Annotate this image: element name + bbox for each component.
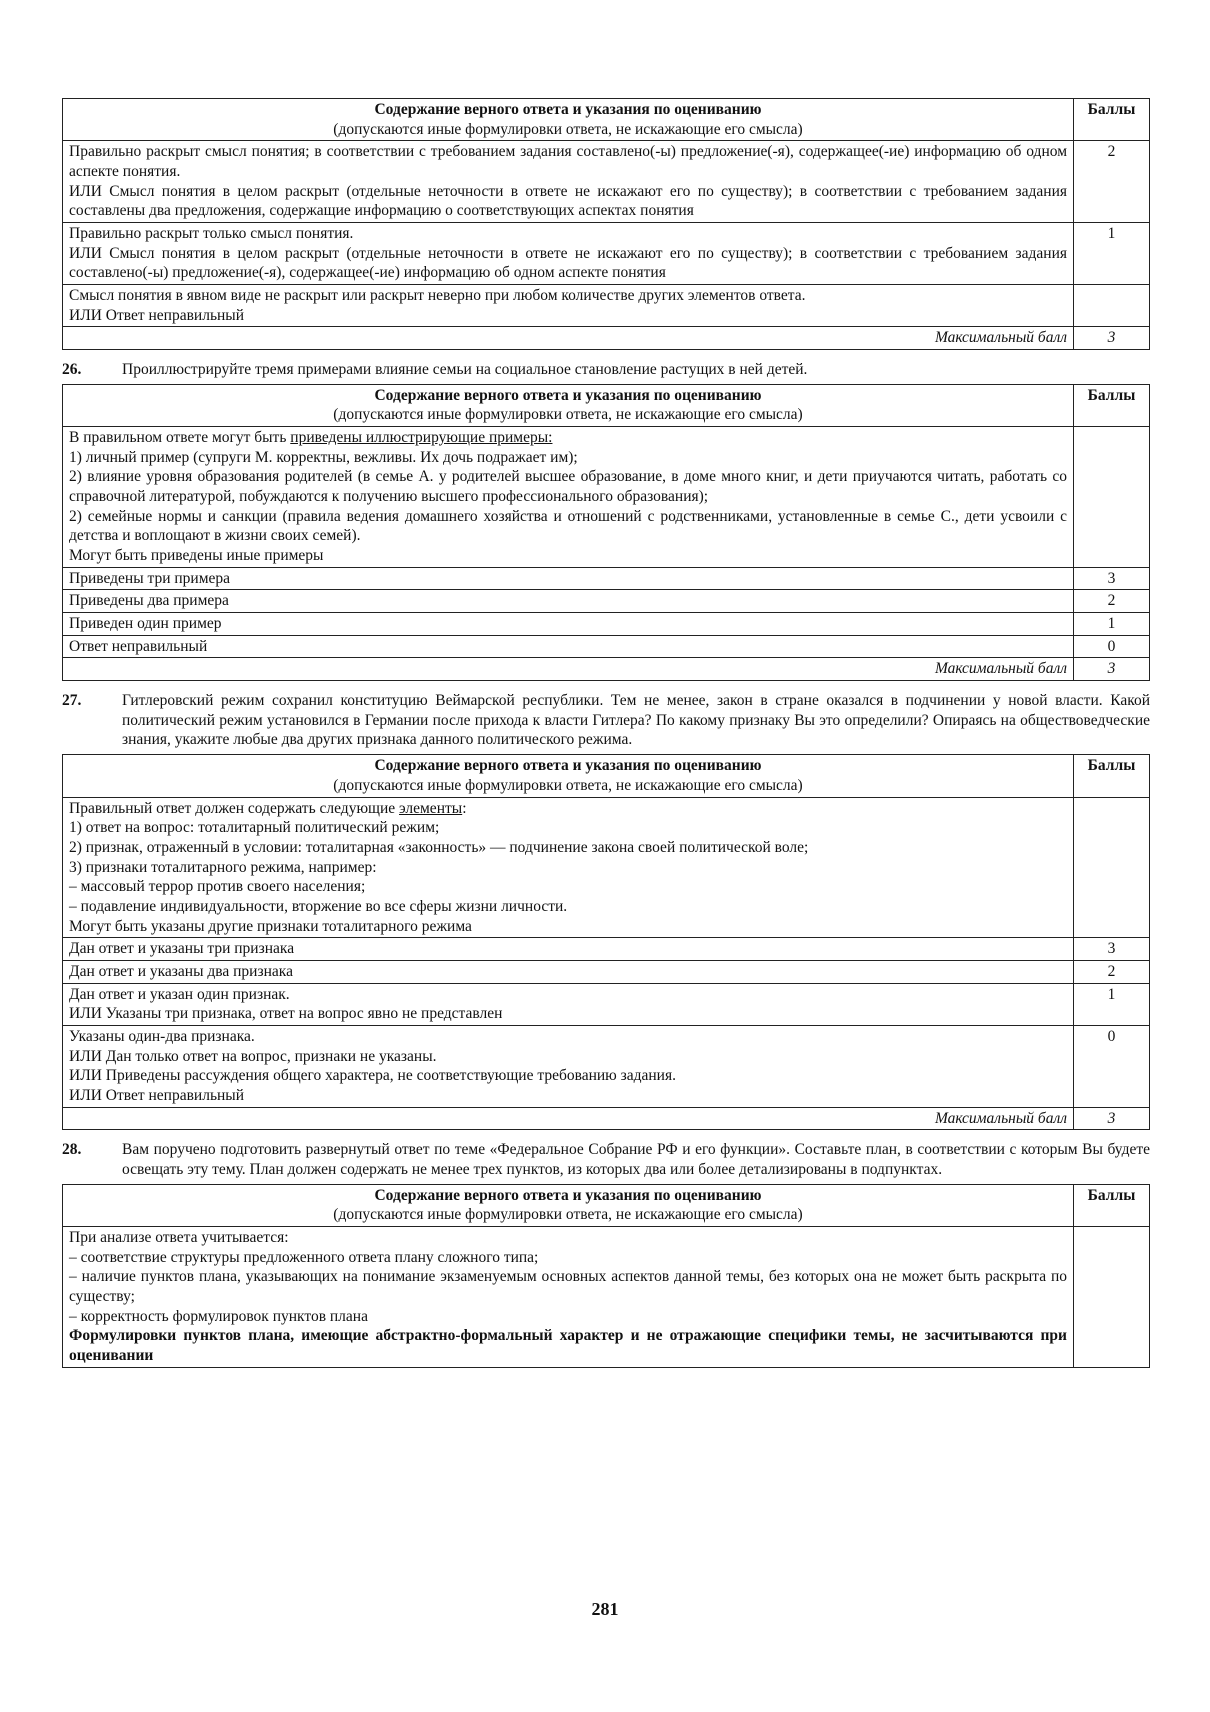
score-label: Приведены два примера bbox=[63, 590, 1074, 613]
max-score-row bbox=[63, 658, 1150, 681]
max-score-value: 3 bbox=[1074, 327, 1150, 350]
answer-item: Могут быть приведены иные примеры bbox=[69, 547, 324, 565]
score-line: ИЛИ Дан только ответ на вопрос, признаки не указаны. bbox=[69, 1047, 437, 1065]
points-empty bbox=[1074, 427, 1150, 568]
points-header: Баллы bbox=[1074, 755, 1150, 797]
table-row bbox=[63, 938, 1150, 961]
score-line: Дан ответ и указаны три признака bbox=[69, 940, 295, 958]
table-row bbox=[63, 635, 1150, 658]
score-label bbox=[63, 960, 1074, 983]
score-label bbox=[63, 938, 1074, 961]
criteria-table-25 bbox=[62, 98, 1150, 350]
points-header: Баллы bbox=[1074, 384, 1150, 426]
points-value: 2 bbox=[1074, 141, 1150, 223]
points-empty bbox=[1074, 1226, 1150, 1367]
intro-text: Правильный ответ должен содержать следующие bbox=[69, 799, 400, 817]
criterion-line: Правильно раскрыт только смысл понятия. bbox=[69, 225, 354, 243]
score-line: ИЛИ Указаны три признака, ответ на вопрос явно не представлен bbox=[69, 1005, 503, 1023]
answer-item: 2) влияние уровня образования родителей (в семье А. у родителей высшее образование, в доме много книг, и дети приучаются читать, работать со справочной литературой, побуждаются к получению высшего профессионального образования); bbox=[69, 468, 1067, 506]
table-row bbox=[63, 567, 1150, 590]
header-line-2: (допускаются иные формулировки ответа, не искажающие его смысла) bbox=[333, 1206, 803, 1224]
points-value: 0 bbox=[1074, 635, 1150, 658]
header-line-2: (допускаются иные формулировки ответа, не искажающие его смысла) bbox=[333, 776, 803, 794]
answer-item: – подавление индивидуальности, вторжение во все сферы жизни личности. bbox=[69, 897, 568, 915]
criterion-text bbox=[63, 141, 1074, 223]
answer-content bbox=[63, 1226, 1074, 1367]
table-row bbox=[63, 1226, 1150, 1367]
criterion-line: Смысл понятия в явном виде не раскрыт или раскрыт неверно при любом количестве других элементов ответа. bbox=[69, 287, 806, 305]
table-row bbox=[63, 590, 1150, 613]
table-row bbox=[63, 285, 1150, 327]
answer-item: Могут быть указаны другие признаки тоталитарного режима bbox=[69, 917, 472, 935]
task-text: Гитлеровский режим сохранил конституцию Веймарской республики. Тем не менее, закон в стране оказался в подчинении у новой власти. Какой политический режим установился в Германии после прихода к власти Гитлера? По какому признаку Вы это определили? Опираясь на обществоведческие знания, укажите любые два других признака данного политического режима. bbox=[122, 692, 1150, 749]
points-value: 1 bbox=[1074, 983, 1150, 1025]
points-header: Баллы bbox=[1074, 99, 1150, 141]
criteria-table-27 bbox=[62, 754, 1150, 1130]
max-score-label: Максимальный балл bbox=[63, 327, 1074, 350]
task-text: Вам поручено подготовить развернутый ответ по теме «Федеральное Собрание РФ и его функции». Составьте план, в соответствии с которым Вы будете освещать эту тему. План должен содержать не менее трех пунктов, из которых два или более детализированы в подпунктах. bbox=[122, 1141, 1150, 1178]
task-26 bbox=[62, 360, 1150, 380]
max-score-row bbox=[63, 1107, 1150, 1130]
page-content bbox=[62, 98, 1150, 1368]
table-row bbox=[63, 223, 1150, 285]
answer-intro bbox=[69, 428, 1067, 448]
header-line-1: Содержание верного ответа и указания по оцениванию bbox=[374, 101, 762, 118]
score-label bbox=[63, 983, 1074, 1025]
task-number: 27. bbox=[62, 692, 82, 710]
bold-note: Формулировки пунктов плана, имеющие абстрактно-формальный характер и не отражающие специфики темы, не засчитываются при оценивании bbox=[69, 1327, 1067, 1364]
table-row bbox=[63, 983, 1150, 1025]
header-line-1: Содержание верного ответа и указания по оцениванию bbox=[374, 757, 762, 775]
score-label bbox=[63, 1025, 1074, 1107]
answer-content bbox=[63, 427, 1074, 568]
answer-item: – соответствие структуры предложенного ответа плану сложного типа; bbox=[69, 1248, 539, 1266]
answer-item: 2) признак, отраженный в условии: тоталитарная «законность» — подчинение закона своей политической воле; bbox=[69, 838, 809, 856]
max-score-value: 3 bbox=[1074, 658, 1150, 681]
score-line: Дан ответ и указаны два признака bbox=[69, 962, 293, 980]
table-header bbox=[63, 1184, 1074, 1226]
table-row bbox=[63, 1025, 1150, 1107]
header-line-1: Содержание верного ответа и указания по оцениванию bbox=[374, 386, 762, 404]
answer-item: – наличие пунктов плана, указывающих на понимание экзаменуемым основных аспектов данной темы, без которых она не может быть раскрыта по существу; bbox=[69, 1268, 1067, 1305]
points-header: Баллы bbox=[1074, 1184, 1150, 1226]
criterion-line: ИЛИ Смысл понятия в целом раскрыт (отдельные неточности в ответе не искажают его по существу); в соответствии с требованием задания составлено(-ы) предложение(-я), содержащее(-ие) информацию об одном аспекте понятия bbox=[69, 244, 1067, 282]
points-value: 2 bbox=[1074, 960, 1150, 983]
table-row bbox=[63, 141, 1150, 223]
table-header bbox=[63, 99, 1074, 141]
task-27 bbox=[62, 691, 1150, 750]
score-label: Ответ неправильный bbox=[63, 635, 1074, 658]
max-score-label: Максимальный балл bbox=[63, 1107, 1074, 1130]
intro-text: В правильном ответе могут быть bbox=[69, 429, 291, 447]
points-value bbox=[1074, 285, 1150, 327]
task-number: 26. bbox=[62, 361, 82, 379]
table-row bbox=[63, 427, 1150, 568]
answer-item: 1) ответ на вопрос: тоталитарный политический режим; bbox=[69, 819, 440, 837]
table-header bbox=[63, 384, 1074, 426]
criterion-line: Правильно раскрыт смысл понятия; в соответствии с требованием задания составлено(-ы) предложение(-я), содержащее(-ие) информацию об одном аспекте понятия. bbox=[69, 143, 1067, 181]
task-28 bbox=[62, 1140, 1150, 1179]
answer-intro bbox=[69, 799, 1067, 819]
max-score-label: Максимальный балл bbox=[63, 658, 1074, 681]
criterion-text bbox=[63, 285, 1074, 327]
task-text: Проиллюстрируйте тремя примерами влияние семьи на социальное становление растущих в ней детей. bbox=[122, 361, 808, 379]
intro-end: : bbox=[462, 799, 467, 817]
score-line: Дан ответ и указан один признак. bbox=[69, 985, 290, 1003]
max-score-row bbox=[63, 327, 1150, 350]
intro-underlined: элементы bbox=[399, 799, 463, 817]
table-row bbox=[63, 613, 1150, 636]
criteria-table-28 bbox=[62, 1184, 1150, 1368]
header-line-1: Содержание верного ответа и указания по оцениванию bbox=[374, 1186, 762, 1204]
criterion-line: ИЛИ Ответ неправильный bbox=[69, 306, 245, 324]
criteria-table-26 bbox=[62, 384, 1150, 681]
answer-item: – корректность формулировок пунктов плана bbox=[69, 1307, 368, 1325]
score-line: ИЛИ Приведены рассуждения общего характера, не соответствующие требованию задания. bbox=[69, 1067, 676, 1085]
points-value: 3 bbox=[1074, 938, 1150, 961]
score-label: Приведены три примера bbox=[63, 567, 1074, 590]
points-value: 3 bbox=[1074, 567, 1150, 590]
answer-item: – массовый террор против своего населения; bbox=[69, 878, 366, 896]
points-value: 2 bbox=[1074, 590, 1150, 613]
score-label: Приведен один пример bbox=[63, 613, 1074, 636]
table-row bbox=[63, 797, 1150, 938]
points-value: 1 bbox=[1074, 613, 1150, 636]
page-number: 281 bbox=[591, 1599, 619, 1619]
table-row bbox=[63, 960, 1150, 983]
points-empty bbox=[1074, 797, 1150, 938]
points-value: 0 bbox=[1074, 1025, 1150, 1107]
answer-item: 1) личный пример (супруги М. корректны, вежливы. Их дочь подражает им); bbox=[69, 448, 578, 466]
header-line-2: (допускаются иные формулировки ответа, не искажающие его смысла) bbox=[333, 120, 803, 138]
answer-content bbox=[63, 797, 1074, 938]
header-line-2: (допускаются иные формулировки ответа, не искажающие его смысла) bbox=[333, 406, 803, 424]
max-score-value: 3 bbox=[1074, 1107, 1150, 1130]
answer-item: 2) семейные нормы и санкции (правила ведения домашнего хозяйства и отношений с родственниками, установленные в семье С., дети усвоили с детства и воплощают в жизни своих семей). bbox=[69, 507, 1067, 545]
score-line: ИЛИ Ответ неправильный bbox=[69, 1086, 245, 1104]
points-value: 1 bbox=[1074, 223, 1150, 285]
task-number: 28. bbox=[62, 1141, 82, 1159]
answer-item: 3) признаки тоталитарного режима, например: bbox=[69, 858, 377, 876]
criterion-text bbox=[63, 223, 1074, 285]
answer-item: При анализе ответа учитывается: bbox=[69, 1228, 289, 1246]
intro-underlined: приведены иллюстрирующие примеры: bbox=[290, 429, 553, 447]
criterion-line: ИЛИ Смысл понятия в целом раскрыт (отдельные неточности в ответе не искажают его по существу); в соответствии с требованием задания составлены два предложения, содержащие информацию о соответствующих аспектах понятия bbox=[69, 182, 1067, 220]
score-line: Указаны один-два признака. bbox=[69, 1027, 255, 1045]
table-header bbox=[63, 755, 1074, 797]
